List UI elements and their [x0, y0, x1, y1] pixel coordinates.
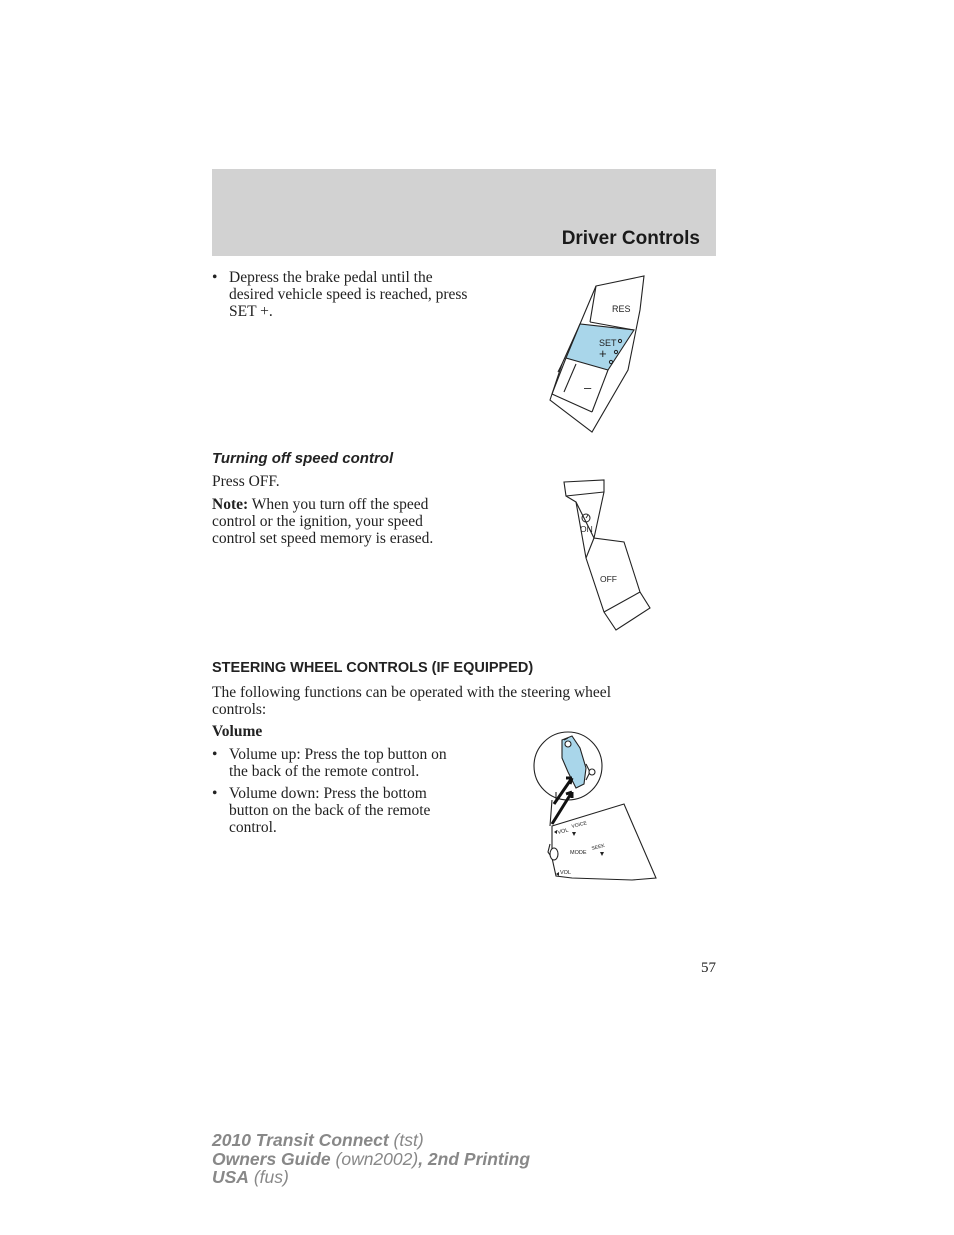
- volume-bullets: [212, 746, 468, 836]
- remote-control-figure: [532, 728, 662, 886]
- footer-line-1: 2010 Transit Connect (tst): [212, 1130, 424, 1150]
- intro-text: [212, 269, 474, 320]
- footer-line-2: Owners Guide (own2002), 2nd Printing: [212, 1148, 531, 1169]
- steering-intro: The following functions can be operated with the steering wheel controls:: [212, 684, 611, 718]
- volume-down-bullet: • Volume down: Press the bottom button on the back of the remote control.: [212, 785, 468, 836]
- res-label: RES: [612, 304, 631, 314]
- on-off-buttons-figure: [560, 478, 654, 634]
- volume-up-bullet: • Volume up: Press the top button on the back of the remote control.: [212, 746, 468, 780]
- header-band: [212, 169, 716, 256]
- vol-up-label: VOL: [557, 827, 570, 836]
- note-paragraph: [212, 496, 468, 547]
- vol-down-label: VOL: [560, 870, 572, 876]
- on-label: ON: [580, 524, 593, 534]
- off-label: OFF: [600, 574, 617, 584]
- press-off-text: Press OFF.: [212, 473, 280, 490]
- volume-label: Volume: [212, 723, 263, 740]
- plus-label: +: [599, 346, 607, 361]
- footer-line-3: USA (fus): [212, 1167, 289, 1187]
- page-number: 57: [701, 960, 716, 976]
- note-label: Note:: [212, 496, 249, 513]
- intro-bullet: • Depress the brake pedal until the desired vehicle speed is reached, press SET +.: [212, 269, 474, 320]
- remote-body: [552, 804, 656, 880]
- mode-label: MODE: [570, 850, 587, 856]
- set-label: SET: [599, 338, 617, 348]
- section-title: Driver Controls: [561, 228, 700, 249]
- voice-label: VOICE: [571, 820, 588, 830]
- note-text: When you turn off the speed control or the ignition, your speed control set speed memory is erased.: [212, 496, 434, 547]
- minus-label: –: [584, 380, 592, 395]
- cruise-control-buttons-figure: [548, 272, 648, 434]
- steering-heading: STEERING WHEEL CONTROLS (IF EQUIPPED): [212, 660, 534, 676]
- turning-off-heading: Turning off speed control: [212, 450, 394, 467]
- seek-label: SEEK: [591, 842, 606, 852]
- document-footer: [212, 1131, 530, 1187]
